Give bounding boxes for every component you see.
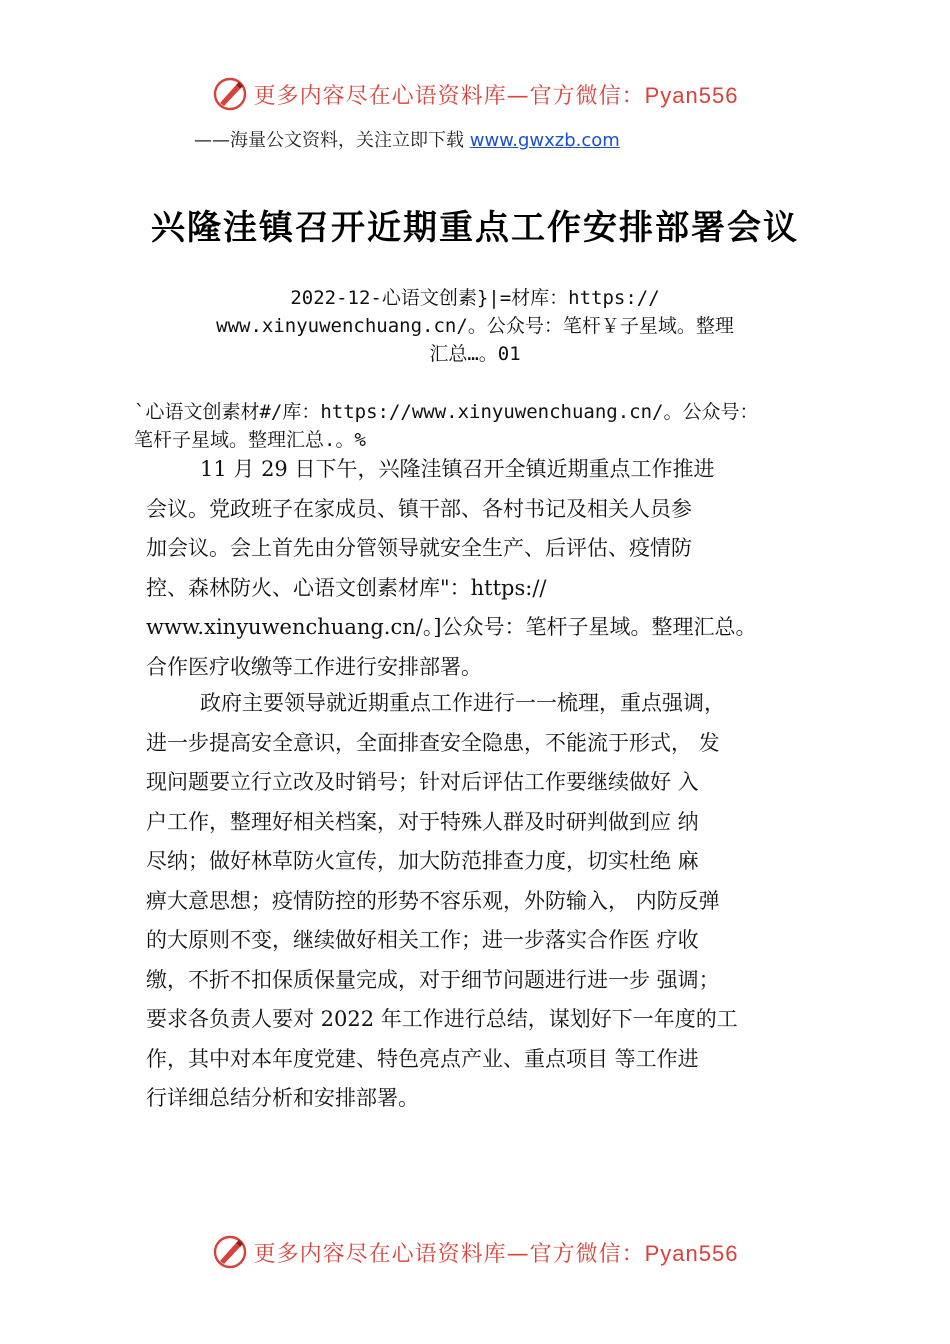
paragraph-line: 行详细总结分析和安排部署。 bbox=[146, 1086, 419, 1110]
header-banner-label: 更多内容尽在心语资料库—官方微信： bbox=[253, 83, 645, 109]
paragraph-line: 进一步提高安全意识，全面排查安全隐患，不能流于形式， 发 bbox=[146, 730, 720, 755]
paragraph-line: www.xinyuwenchuang.cn/。]公众号：笔杆子星域。整理汇总。 bbox=[146, 615, 757, 639]
header-banner bbox=[0, 72, 950, 116]
header-banner-text bbox=[254, 79, 739, 110]
note-line: `心语文创素材#/库：https://www.xinyuwenchuang.cn/。公众号： bbox=[134, 401, 759, 423]
note-line: 笔杆子星域。整理汇总.。% bbox=[134, 429, 366, 451]
paragraph-line: 要求各负责人要对 2022 年工作进行总结，谋划好下一年度的工 bbox=[146, 1007, 738, 1031]
meta-line: 汇总…。01 bbox=[429, 343, 521, 365]
footer-banner-label: 更多内容尽在心语资料库—官方微信： bbox=[253, 1241, 645, 1267]
meta-line: www.xinyuwenchuang.cn/。公众号：笔杆￥子星域。整理 bbox=[216, 315, 734, 337]
paragraph-line: 户工作，整理好相关档案，对于特殊人群及时研判做到应 纳 bbox=[146, 809, 699, 834]
download-note bbox=[194, 126, 894, 152]
paragraph-line: 尽纳；做好林草防火宣传，加大防范排查力度，切实杜绝 麻 bbox=[146, 849, 699, 873]
footer-banner bbox=[0, 1230, 950, 1274]
paragraph-line: 11 月 29 日下午，兴隆洼镇召开全镇近期重点工作推进 bbox=[200, 457, 715, 481]
paragraph-line: 加会议。会上首先由分管领导就安全生产、后评估、疫情防 bbox=[146, 536, 692, 560]
paragraph-line: 政府主要领导就近期重点工作进行一一梳理，重点强调， bbox=[200, 691, 725, 715]
paragraph-line: 会议。党政班子在家成员、镇干部、各村书记及相关人员参 bbox=[146, 496, 692, 521]
paragraph-line: 现问题要立行立改及时销号；针对后评估工作要继续做好 入 bbox=[146, 770, 699, 794]
paragraph-line: 痹大意思想；疫情防控的形势不容乐观，外防输入， 内防反弹 bbox=[146, 888, 720, 913]
paragraph-line: 的大原则不变，继续做好相关工作；进一步落实合作医 疗收 bbox=[146, 928, 699, 952]
meta-block bbox=[150, 284, 800, 368]
footer-banner-text bbox=[254, 1237, 739, 1268]
paragraph-line: 控、森林防火、心语文创素材库"：https:// bbox=[146, 575, 547, 600]
footer-banner-contact: Pyan556 bbox=[644, 1240, 739, 1266]
source-note bbox=[134, 398, 874, 454]
paragraph-line: 作，其中对本年度党建、特色亮点产业、重点项目 等工作进 bbox=[146, 1046, 699, 1071]
paragraph-2 bbox=[146, 684, 836, 1119]
paragraph-line: 合作医疗收缴等工作进行安排部署。 bbox=[146, 654, 482, 679]
pen-logo-icon bbox=[212, 76, 248, 112]
page-title: 兴隆洼镇召开近期重点工作安排部署会议 bbox=[151, 208, 799, 248]
pen-logo-icon bbox=[212, 1234, 248, 1270]
meta-line: 2022-12-心语文创素}|=材库：https:// bbox=[290, 287, 660, 309]
download-link[interactable]: www.gwxzb.com bbox=[469, 130, 620, 151]
paragraph-line: 缴，不折不扣保质保量完成，对于细节问题进行进一步 强调； bbox=[146, 967, 720, 992]
paragraph-1 bbox=[146, 450, 836, 687]
header-banner-contact: Pyan556 bbox=[644, 82, 739, 108]
download-note-text: ——海量公文资料，关注立即下载 bbox=[194, 130, 470, 151]
